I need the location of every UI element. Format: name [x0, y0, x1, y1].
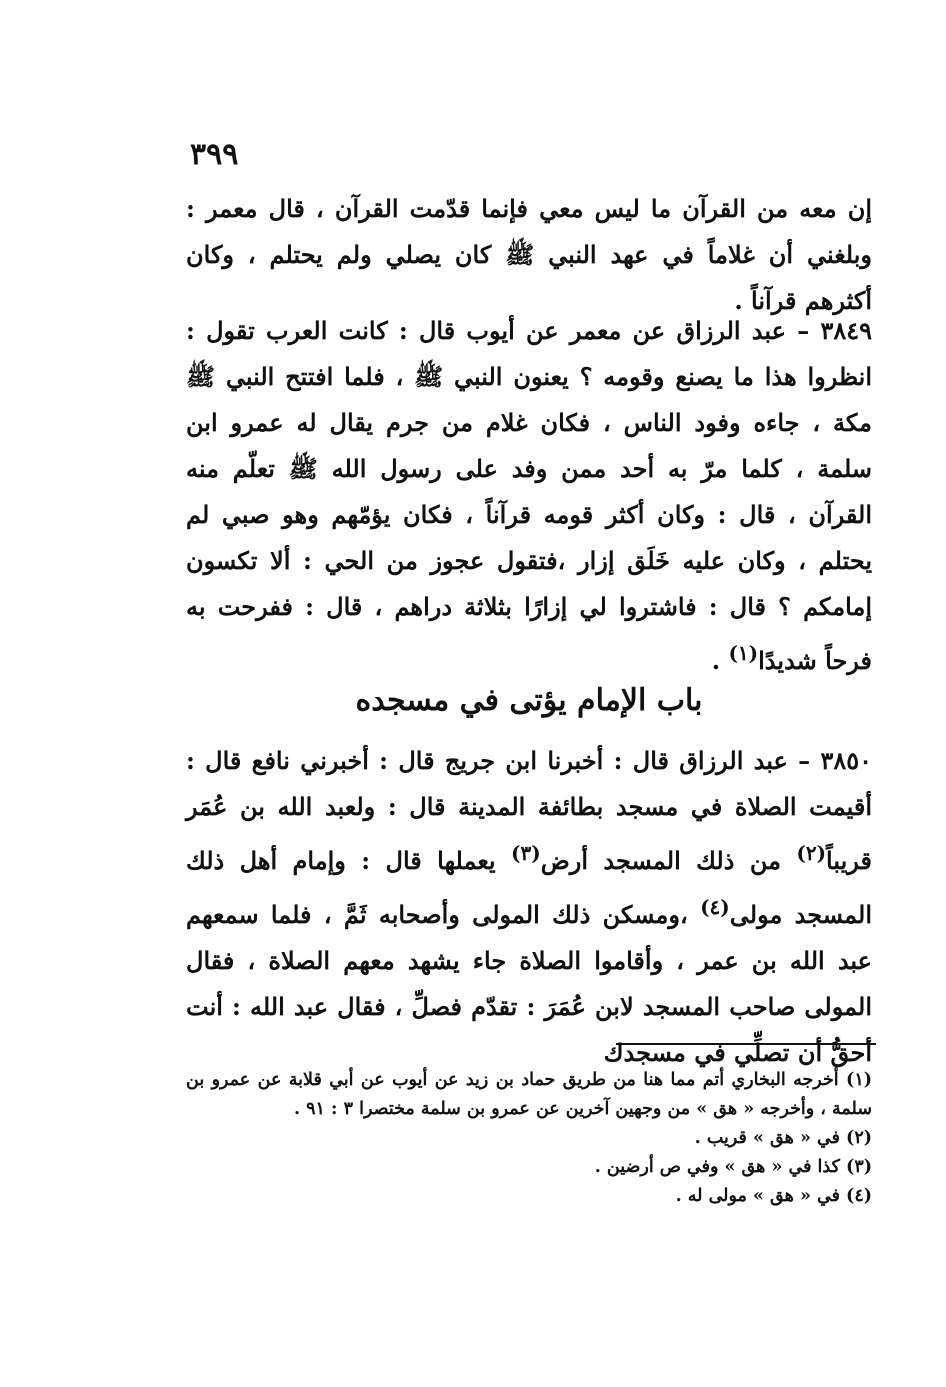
hadith-3849-text: عبد الرزاق عن معمر عن أيوب قال : كانت العرب تقول : انظروا هذا ما يصنع وقومه ؟ يعنون النبي ﷺ ، فلما افتتح النبي ﷺ مكة ، جاءه وفود الناس ، فكان غلام من جرم يقال له عمرو ابن سلمة ، كلما مرّ به أحد ممن وفد على رسول الله ﷺ تعلّم منه القرآن ، قال : وكان أكثر قومه قرآناً ، فكان يؤمّهم وهو صبي لم يحتلم ، وكان عليه خَلَق إزار ،فتقول عجوز من الحي : ألا تكسون إمامكم ؟ قال : فاشتروا لي إزارًا بثلاثة دراهم ، قال : ففرحت به فرحاً شديدًا: [186, 316, 872, 675]
footnote-mark-1: (١): [728, 641, 759, 665]
footnote-3: (٣) كذا في « هق » وفي ص أرضين .: [594, 1157, 872, 1177]
footnote-mark-2: (٢): [796, 841, 827, 865]
hadith-3849: [186, 308, 872, 684]
hadith-3850-part3: يعملها قال : وإمام أهل ذلك المسجد مولى: [186, 846, 873, 929]
chapter-heading: باب الإمام يؤتى في مسجده: [355, 683, 703, 718]
hadith-3849-number: ٣٨٤٩ –: [797, 316, 873, 345]
hadith-3849-end: .: [711, 646, 729, 675]
footnote-divider: [616, 1043, 876, 1045]
page-number: ٣٩٩: [190, 137, 239, 172]
hadith-3850-part2: من ذلك المسجد أرض: [540, 846, 797, 875]
hadith-3850-part4: ،ومسكن ذلك المولى وأصحابه ثَمَّ ، فلما سمعهم عبد الله بن عمر ، وأقاموا الصلاة جاء يشهد معهم الصلاة ، فقال المولى صاحب المسجد لابن عُمَرَ : تقدّم فصلِّ ، فقال عبد الله : أنت أحقُّ أن تصلِّي في مسجدك: [186, 900, 872, 1067]
hadith-3850: [186, 738, 872, 1076]
hadith-3850-number: ٣٨٥٠ –: [798, 746, 873, 775]
footnotes: [186, 1066, 872, 1211]
hadith-3850-part1: عبد الرزاق قال : أخبرنا ابن جريج قال : أخبرني نافع قال : أقيمت الصلاة في مسجد بطائفة المدينة قال : ولعبد الله بن عُمَر قريباً: [186, 746, 872, 875]
footnote-2: (٢) في « هق » قريب .: [694, 1128, 872, 1148]
footnote-4: (٤) في « هق » مولى له .: [675, 1186, 872, 1206]
footnote-mark-4: (٤): [700, 895, 730, 919]
footnote-mark-3: (٣): [511, 841, 541, 865]
footnote-1: (١) أخرجه البخاري أتم مما هنا من طريق حماد بن زيد عن أيوب عن أبي قلابة عن عمرو بن سلمة ، وأخرجه « هق » من وجهين آخرين عن عمرو بن سلمة مختصرا ٣ : ٩١ .: [186, 1070, 872, 1119]
intro-paragraph: إن معه من القرآن ما ليس معي فإنما قدّمت القرآن ، قال معمر : وبلغني أن غلاماً في عهد النبي ﷺ كان يصلي ولم يحتلم ، وكان أكثرهم قرآناً .: [186, 194, 872, 315]
